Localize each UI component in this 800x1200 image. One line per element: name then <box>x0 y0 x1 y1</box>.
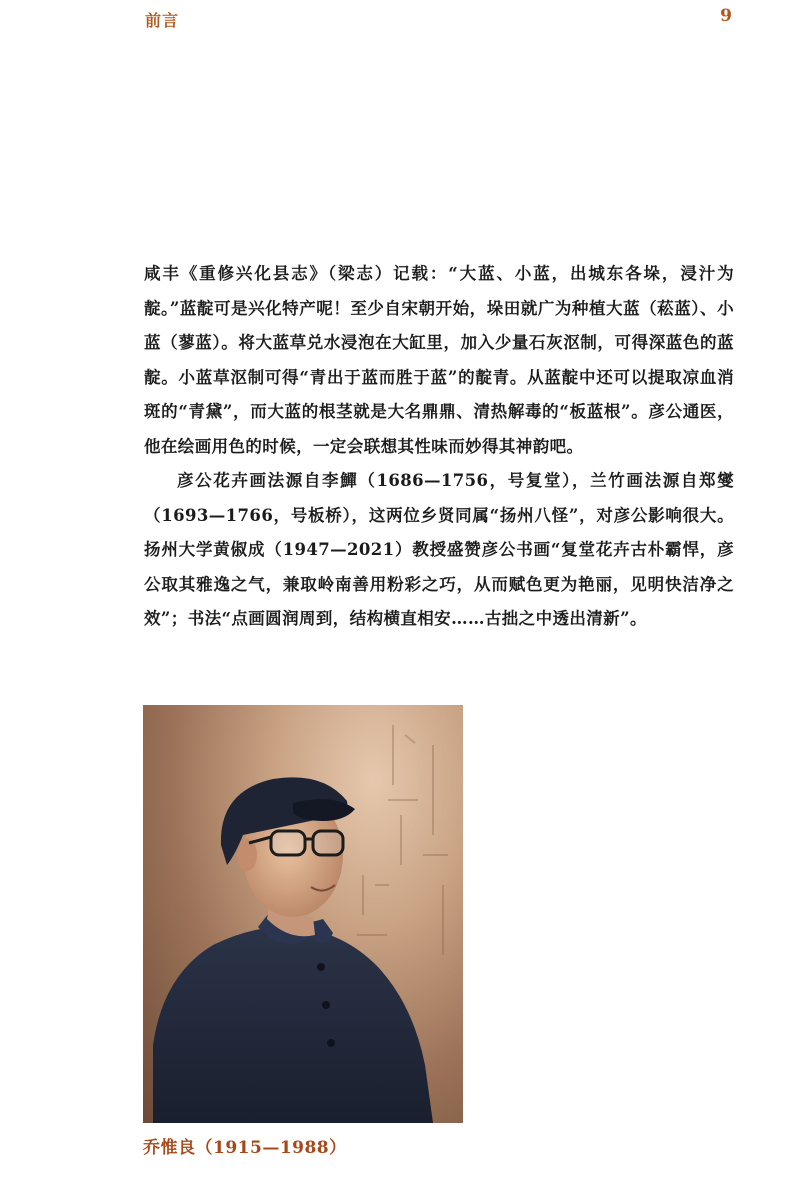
paragraph-2: 彦公花卉画法源自李鱓（1686—1756，号复堂），兰竹画法源自郑燮（1693—1766，号板桥），这两位乡贤同属“扬州八怪”，对彦公影响很大。扬州大学黄俶成（1947—2021）教授盛赞彦公书画“复堂花卉古朴霸悍，彦公取其雅逸之气，兼取岭南善用粉彩之巧，从而赋色更为艳丽，见明快洁净之效”；书法“点画圆润周到，结构横直相安……古拙之中透出清新”。 <box>144 471 734 628</box>
page-number: 9 <box>720 6 732 26</box>
body-text <box>144 257 734 637</box>
photo-caption: 乔惟良（1915—1988） <box>143 1138 347 1158</box>
portrait-photo <box>143 705 463 1123</box>
paragraph-1: 咸丰《重修兴化县志》（梁志）记载：“大蓝、小蓝，出城东各垛，浸汁为靛。”蓝靛可是兴化特产呢！至少自宋朝开始，垛田就广为种植大蓝（菘蓝）、小蓝（蓼蓝）。将大蓝草兑水浸泡在大缸里，加入少量石灰沤制，可得深蓝色的蓝靛。小蓝草沤制可得“青出于蓝而胜于蓝”的靛青。从蓝靛中还可以提取凉血消斑的“青黛”，而大蓝的根茎就是大名鼎鼎、清热解毒的“板蓝根”。彦公通医，他在绘画用色的时候，一定会联想其性味而妙得其神韵吧。 <box>144 264 734 456</box>
running-header-section: 前言 <box>145 11 180 30</box>
portrait-illustration <box>143 705 463 1123</box>
